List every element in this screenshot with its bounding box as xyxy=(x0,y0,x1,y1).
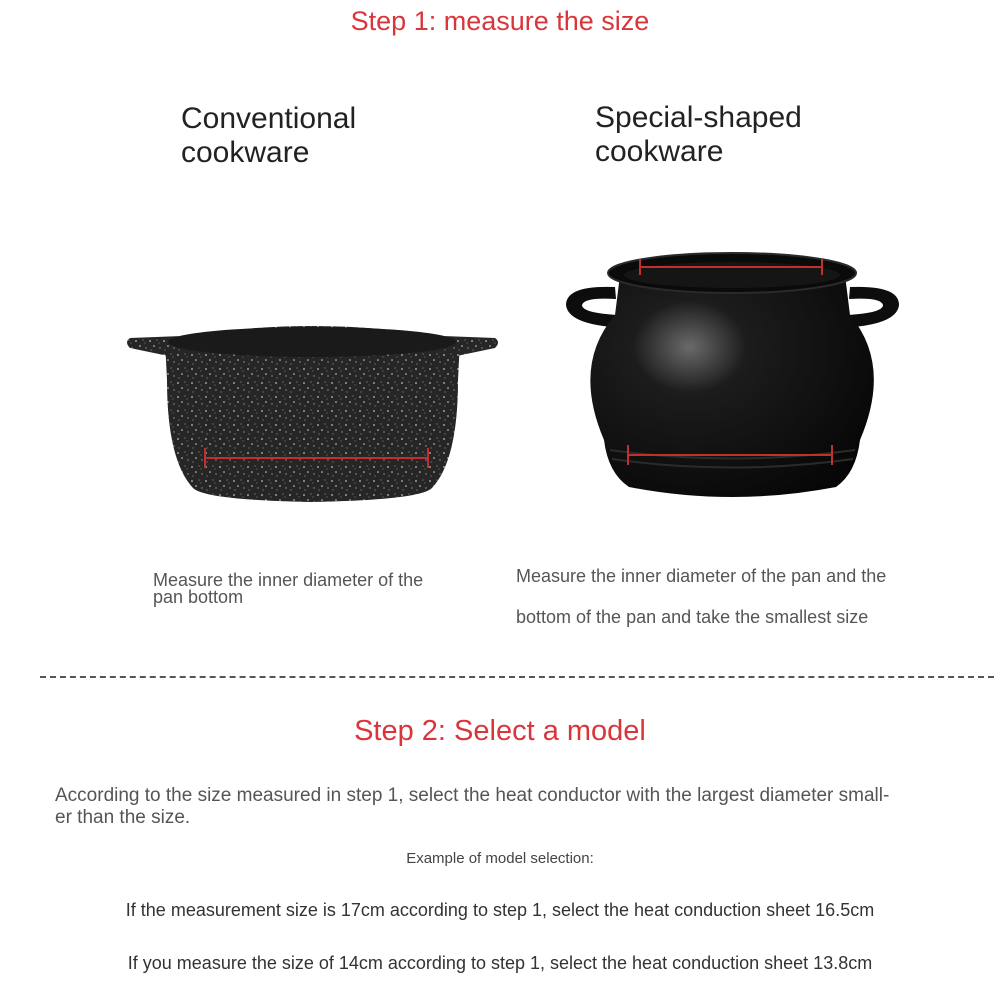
step2-description-line2: er than the size. xyxy=(55,807,191,828)
conventional-heading-line2: cookware xyxy=(181,136,310,169)
special-pot-right-handle xyxy=(847,287,899,327)
example-label: Example of model selection: xyxy=(406,850,594,867)
example-line: If you measure the size of 14cm according to step 1, select the heat conduction sheet 13.8cm xyxy=(127,953,873,973)
step2-description xyxy=(55,785,970,829)
conventional-caption xyxy=(153,572,483,606)
special-cookware-heading xyxy=(595,101,855,169)
conventional-caption-line2: pan bottom xyxy=(153,587,244,607)
special-caption-line2: bottom of the pan and take the smallest size xyxy=(516,607,869,627)
conventional-heading-line1: Conventional xyxy=(181,102,357,135)
special-heading-line2: cookware xyxy=(595,135,724,168)
conventional-caption-line1: Measure the inner diameter of the xyxy=(153,570,424,590)
conventional-pot-rim xyxy=(168,327,456,357)
conventional-pot-image xyxy=(120,310,505,510)
special-pot-image xyxy=(560,245,905,505)
example-line: If the measurement size is 17cm according to step 1, select the heat conduction sheet 16.5cm xyxy=(125,900,875,920)
step2-description-line1: According to the size measured in step 1, select the heat conductor with the largest diameter small- xyxy=(55,785,890,806)
step1-title: Step 1: measure the size xyxy=(350,6,650,36)
step2-title: Step 2: Select a model xyxy=(354,715,646,747)
section-divider xyxy=(40,676,994,678)
conventional-cookware-heading xyxy=(181,102,421,170)
special-heading-line1: Special-shaped xyxy=(595,101,802,134)
special-caption-line1: Measure the inner diameter of the pan and the xyxy=(516,566,887,586)
